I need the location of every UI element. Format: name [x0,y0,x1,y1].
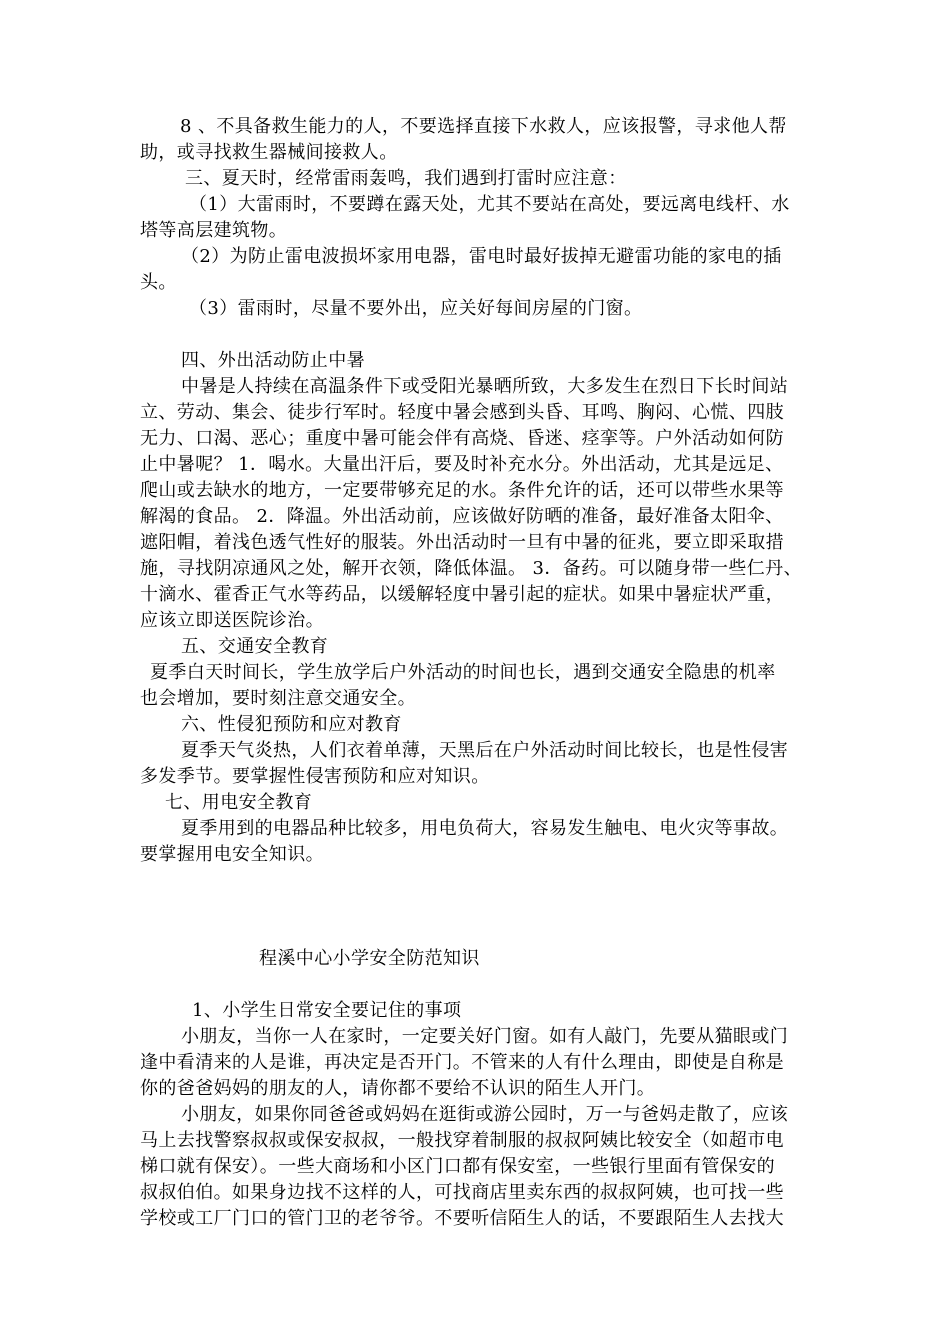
section-heading: 七、用电安全教育 [165,792,313,813]
section-heading: 六、性侵犯预防和应对教育 [181,714,402,735]
paragraph-line: 爬山或去缺水的地方，一定要带够充足的水。条件允许的话，还可以带些水果等 [140,480,784,501]
paragraph-line: 要掌握用电安全知识。 [140,844,324,865]
paragraph-line: 夏季用到的电器品种比较多，用电负荷大，容易发生触电、电火灾等事故。 [181,818,789,839]
paragraph-line: （3）雷雨时，尽量不要外出，应关好每间房屋的门窗。 [189,298,643,319]
paragraph-line: 立、劳动、集会、徒步行军时。轻度中暑会感到头昏、耳鸣、胸闷、心慌、四肢 [140,402,784,423]
paragraph-line: 应该立即送医院诊治。 [140,610,324,631]
paragraph-line: 小朋友，当你一人在家时，一定要关好门窗。如有人敲门，先要从猫眼或门 [181,1026,789,1047]
paragraph-line: （2）为防止雷电波损坏家用电器，雷电时最好拔掉无避雷功能的家电的插 [181,246,782,267]
paragraph-line: 中暑是人持续在高温条件下或受阳光暴晒所致，大多发生在烈日下长时间站 [181,376,789,397]
paragraph-line: 梯口就有保安）。一些大商场和小区门口都有保安室，一些银行里面有管保安的 [140,1156,775,1177]
paragraph-line: 逢中看清来的人是谁，再决定是否开门。不管来的人有什么理由，即使是自称是 [140,1052,784,1073]
paragraph-line: 助，或寻找救生器械间接救人。 [140,142,398,163]
paragraph-line: 你的爸爸妈妈的朋友的人，请你都不要给不认识的陌生人开门。 [140,1078,656,1099]
document-title: 程溪中心小学安全防范知识 [259,948,480,969]
paragraph-line: （1）大雷雨时，不要蹲在露天处，尤其不要站在高处，要远离电线杆、水 [189,194,790,215]
paragraph-line: 遮阳帽，着浅色透气性好的服装。外出活动时一旦有中暑的征兆，要立即采取措 [140,532,784,553]
paragraph-line: 头。 [140,272,177,293]
section-heading: 1、小学生日常安全要记住的事项 [192,1000,462,1021]
section-heading: 四、外出活动防止中暑 [181,350,365,371]
paragraph-line: 施，寻找阴凉通风之处，解开衣领，降低体温。 3．备药。可以随身带一些仁丹、 [140,558,802,579]
paragraph-line: 8 、不具备救生能力的人，不要选择直接下水救人，应该报警，寻求他人帮 [180,116,787,137]
paragraph-line: 解渴的食品。 2．降温。外出活动前，应该做好防晒的准备，最好准备太阳伞、 [140,506,784,527]
paragraph-line: 也会增加，要时刻注意交通安全。 [140,688,416,709]
paragraph-line: 夏季天气炎热，人们衣着单薄，天黑后在户外活动时间比较长，也是性侵害 [181,740,789,761]
paragraph-line: 十滴水、霍香正气水等药品，以缓解轻度中暑引起的症状。如果中暑症状严重， [140,584,784,605]
section-heading: 三、夏天时，经常雷雨轰鸣，我们遇到打雷时应注意： [185,168,627,189]
paragraph-line: 叔叔伯伯。如果身边找不这样的人，可找商店里卖东西的叔叔阿姨，也可找一些 [140,1182,784,1203]
paragraph-line: 夏季白天时间长，学生放学后户外活动的时间也长，遇到交通安全隐患的机率 [150,662,776,683]
paragraph-line: 学校或工厂门口的管门卫的老爷爷。不要听信陌生人的话，不要跟陌生人去找大 [140,1208,784,1229]
paragraph-line: 多发季节。要掌握性侵害预防和应对知识。 [140,766,490,787]
paragraph-line: 马上去找警察叔叔或保安叔叔，一般找穿着制服的叔叔阿姨比较安全（如超市电 [140,1130,784,1151]
paragraph-line: 小朋友，如果你同爸爸或妈妈在逛街或游公园时，万一与爸妈走散了，应该 [181,1104,789,1125]
paragraph-line: 止中暑呢？ 1．喝水。大量出汗后，要及时补充水分。外出活动，尤其是远足、 [140,454,784,475]
paragraph-line: 塔等高层建筑物。 [140,220,288,241]
section-heading: 五、交通安全教育 [181,636,329,657]
paragraph-line: 无力、口渴、恶心；重度中暑可能会伴有高烧、昏迷、痉挛等。户外活动如何防 [140,428,784,449]
